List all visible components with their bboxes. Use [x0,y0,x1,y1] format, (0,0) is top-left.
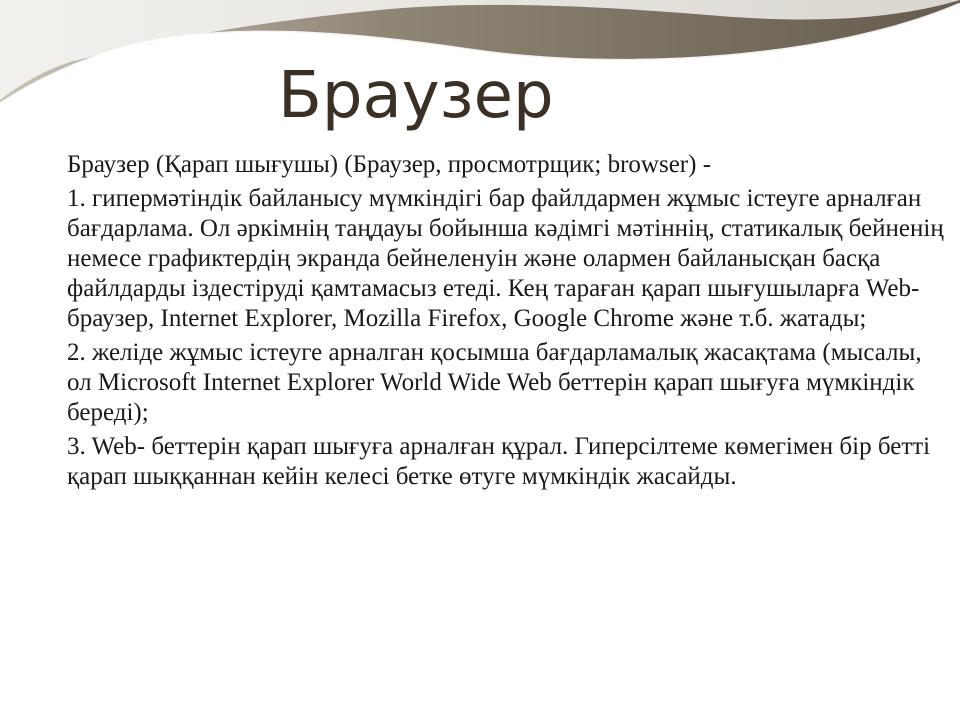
definition-item-3: 3. Web- беттерін қарап шығуға арналған құрал. Гиперсілтеме көмегімен бір бетті қарап шыққаннан кейін келесі бетке өтуге мүмкіндік жасайды. [67,433,931,490]
definition-intro: Браузер (Қарап шығушы) (Браузер, просмотрщик; browser) - [67,151,712,178]
definition-item-2: 2. желіде жұмыс істеуге арналган қосымша бағдарламалық жасақтама (мысалы, ол Microsoft Internet Explorer World Wide Web беттерін қарап шығуға мүмкіндік береді); [67,339,922,426]
slide-body [67,150,947,496]
definition-item-1: 1. гипермәтіндік байланысу мүмкіндігі бар файлдармен жұмыс істеуге арналған бағдарлама. Ол әркімнің таңдауы бойынша кәдімгі мәтіннің, статикалық бейненің немесе графиктердің экранда бейнеленуін және олармен байланысқан басқа файлдарды іздестіруді қамтамасыз етеді. Кең тараған қарап шығушыларға Web-браузер, Internet Explorer, Mozilla Firefox, Google Chrome және т.б. жатады; [67,185,944,332]
slide-title: Браузер [278,59,554,133]
